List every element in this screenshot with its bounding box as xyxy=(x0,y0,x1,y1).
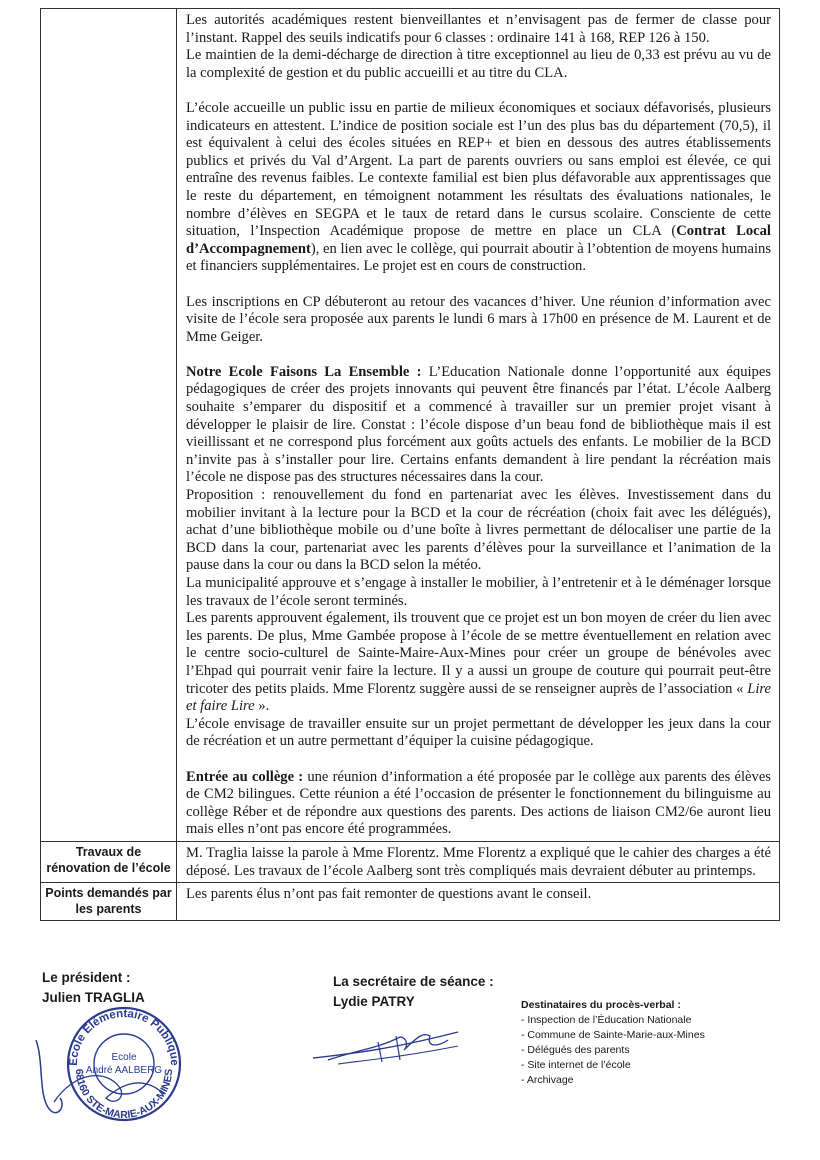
president-title: Le président : xyxy=(42,970,131,985)
notre-ecole-text: L’Education Nationale donne l’opportunité aux équipes pédagogiques de créer des projets innovants qui peuvent être financés par l’état. L’école Aalberg souhaite s’emparer du dispositif et a commencé à travailler sur un premier projet visant à développer le plaisir de lire. Constat : l’école dispose d’un beau fond de bibliothèque mais il est vieillissant et ne correspond plus forcément aux goûts actuels des enfants. Le mobilier de la BCD n’invite pas à s’installer pour lire. Certains enfants demandent à lire pendant la récréation mais l’école ne dispose pas des structures nécessaires dans la cour. xyxy=(186,363,771,486)
cla-name: Contrat Local d’Accompagnement xyxy=(186,223,771,257)
secretary-block xyxy=(333,972,494,1012)
paragraph-parents xyxy=(186,610,771,716)
municipality-text: La municipalité approuve et s’engage à installer le mobilier, à l’entretenir et à le déménager lorsque les travaux de l’école seront terminés. xyxy=(186,575,771,609)
secretary-name: Lydie PATRY xyxy=(333,994,415,1009)
stamp-center-line-1: Ecole xyxy=(111,1052,137,1063)
notre-ecole-heading: Notre Ecole Faisons La Ensemble : xyxy=(186,363,422,380)
paragraph-proposition xyxy=(186,487,771,575)
recipients-title: Destinataires du procès-verbal : xyxy=(521,999,681,1011)
paragraph-cp-registration xyxy=(186,294,771,347)
stamp-top-text: Ecole Elémentaire Publique xyxy=(67,1007,181,1066)
thresholds-text: Les autorités académiques restent bienveillantes et n’envisagent pas de fermer de classe pour l’instant. Rappel des seuils indicatifs pour 6 classes : ordinaire 141 à 168, REP 126 à 150. xyxy=(186,12,771,46)
college-heading: Entrée au collège : xyxy=(186,768,304,785)
discharge-text: Le maintien de la demi-décharge de direction à titre exceptionnel au lieu de 0,33 est prévu au vu de la complexité de gestion et du public accueilli et au titre du CLA. xyxy=(186,47,771,81)
recipient-item: - Archivage xyxy=(521,1074,574,1086)
row-label-parent-questions: Points demandés par les parents xyxy=(41,883,177,921)
college-text: une réunion d’information a été proposée par le collège aux parents des élèves de CM2 bilingues. Cette réunion a été l’occasion de présenter le fonctionnement du bilinguisme au collège Réber et de répondre aux questions des parents. Des actions de liaison CM2/6e auront lieu mais elles n’ont pas encore été programmées. xyxy=(186,768,771,838)
table-row-renovation xyxy=(41,841,780,882)
row-label-renovation: Travaux de rénovation de l’école xyxy=(41,841,177,882)
row-label xyxy=(41,9,177,842)
paragraph-municipality xyxy=(186,575,771,610)
paragraph-social-context xyxy=(186,100,771,276)
recipients-block xyxy=(521,998,781,1088)
stamp-center-line-2: André AALBERG xyxy=(85,1065,163,1076)
row-content-renovation: M. Traglia laisse la parole à Mme Florentz. Mme Florentz a expliqué que le cahier des charges a été déposé. Les travaux de l’école Aalberg sont très compliqués mais devraient débuter au printemps. xyxy=(177,841,780,882)
stamp-bottom-text: 68160 STE-MARIE-AUX-MINES xyxy=(72,1068,176,1121)
president-signature xyxy=(36,1040,62,1113)
recipient-item: - Inspection de l’Éducation Nationale xyxy=(521,1014,692,1026)
recipient-item: - Site internet de l’école xyxy=(521,1059,631,1071)
paragraph-notre-ecole xyxy=(186,364,771,487)
parents-text: Les parents approuvent également, ils trouvent que ce projet est un bon moyen de créer du lien avec les parents. De plus, Mme Gambée propose à l’école de se mettre éventuellement en relation avec le centre socio-culturel de Sainte-Maire-Aux-Mines pour créer un groupe de bénévoles avec l’Ehpad qui pourrait venir faire la lecture. Il y a aussi un groupe de couture qui pourrait peut-être tricoter des petits plaids. Mme Florentz suggère aussi de se renseigner auprès de l’association « xyxy=(186,610,771,697)
social-context-end: ), en lien avec le collège, qui pourrait aboutir à l’obtention de moyens humains et financiers supplémentaires. Le projet est en cours de construction. xyxy=(186,240,771,275)
secretary-title: La secrétaire de séance : xyxy=(333,974,494,989)
recipient-item: - Délégués des parents xyxy=(521,1044,630,1056)
paragraph-thresholds xyxy=(186,12,771,82)
proposition-text: Proposition : renouvellement du fond en partenariat avec les élèves. Investissement dans du mobilier invitant à la lecture pour la BCD et la cour de récréation (choix fait avec les délégués), achat d’une bibliothèque mobile ou d’une boîte à livres permettant de délocaliser une partie de la BCD dans la cour, partenariat avec les parents d’élèves pour la surveillance et l’animation de la pause dans la cour ou dans la BCD selon la météo. xyxy=(186,487,771,574)
table-row-parent-questions xyxy=(41,883,780,921)
parents-text-end: ». xyxy=(254,698,270,715)
cp-registration-text: Les inscriptions en CP débuteront au retour des vacances d’hiver. Une réunion d’information avec visite de l’école sera proposée aux parents le lundi 6 mars à 17h00 en présence de M. Laurent et de Mme Geiger. xyxy=(186,293,771,345)
association-name: Lire et faire Lire xyxy=(186,680,771,715)
minutes-table xyxy=(40,8,780,921)
school-stamp xyxy=(14,1002,204,1152)
social-context-text: L’école accueille un public issu en partie de milieux économiques et sociaux défavorisés, plusieurs indicateurs en attestent. L’indice de position sociale est l’un des plus bas du département (70,5), il est équivalent à celui des écoles situées en REP+ et bien en dessous des autres établissements publics et privés du Val d’Argent. La part de parents ouvriers ou sans emploi est élevée, ce qui entraîne des revenus faibles. Le contexte familial est bien plus défavorable aux apprentissages que le reste du département, en témoignent notamment les résultats des évaluations nationales, le nombre d’élèves en SEGPA et le taux de retard dans le cursus scolaire. Consciente de cette situation, l’Inspection Académique propose de mettre en place un CLA ( xyxy=(186,99,771,240)
row-content xyxy=(177,9,780,842)
paragraph-next-projects xyxy=(186,716,771,751)
stamp-seal xyxy=(68,1008,180,1121)
table-row-school-info xyxy=(41,9,780,842)
president-name: Julien TRAGLIA xyxy=(42,990,145,1005)
paragraph-college xyxy=(186,769,771,839)
recipient-item: - Commune de Sainte-Marie-aux-Mines xyxy=(521,1029,705,1041)
secretary-signature xyxy=(308,1020,468,1070)
next-projects-text: L’école envisage de travailler ensuite sur un projet permettant de développer les jeux dans la cour de récréation et un autre permettant d’équiper la cuisine pédagogique. xyxy=(186,715,771,750)
row-content-parent-questions: Les parents élus n’ont pas fait remonter de questions avant le conseil. xyxy=(177,883,780,921)
